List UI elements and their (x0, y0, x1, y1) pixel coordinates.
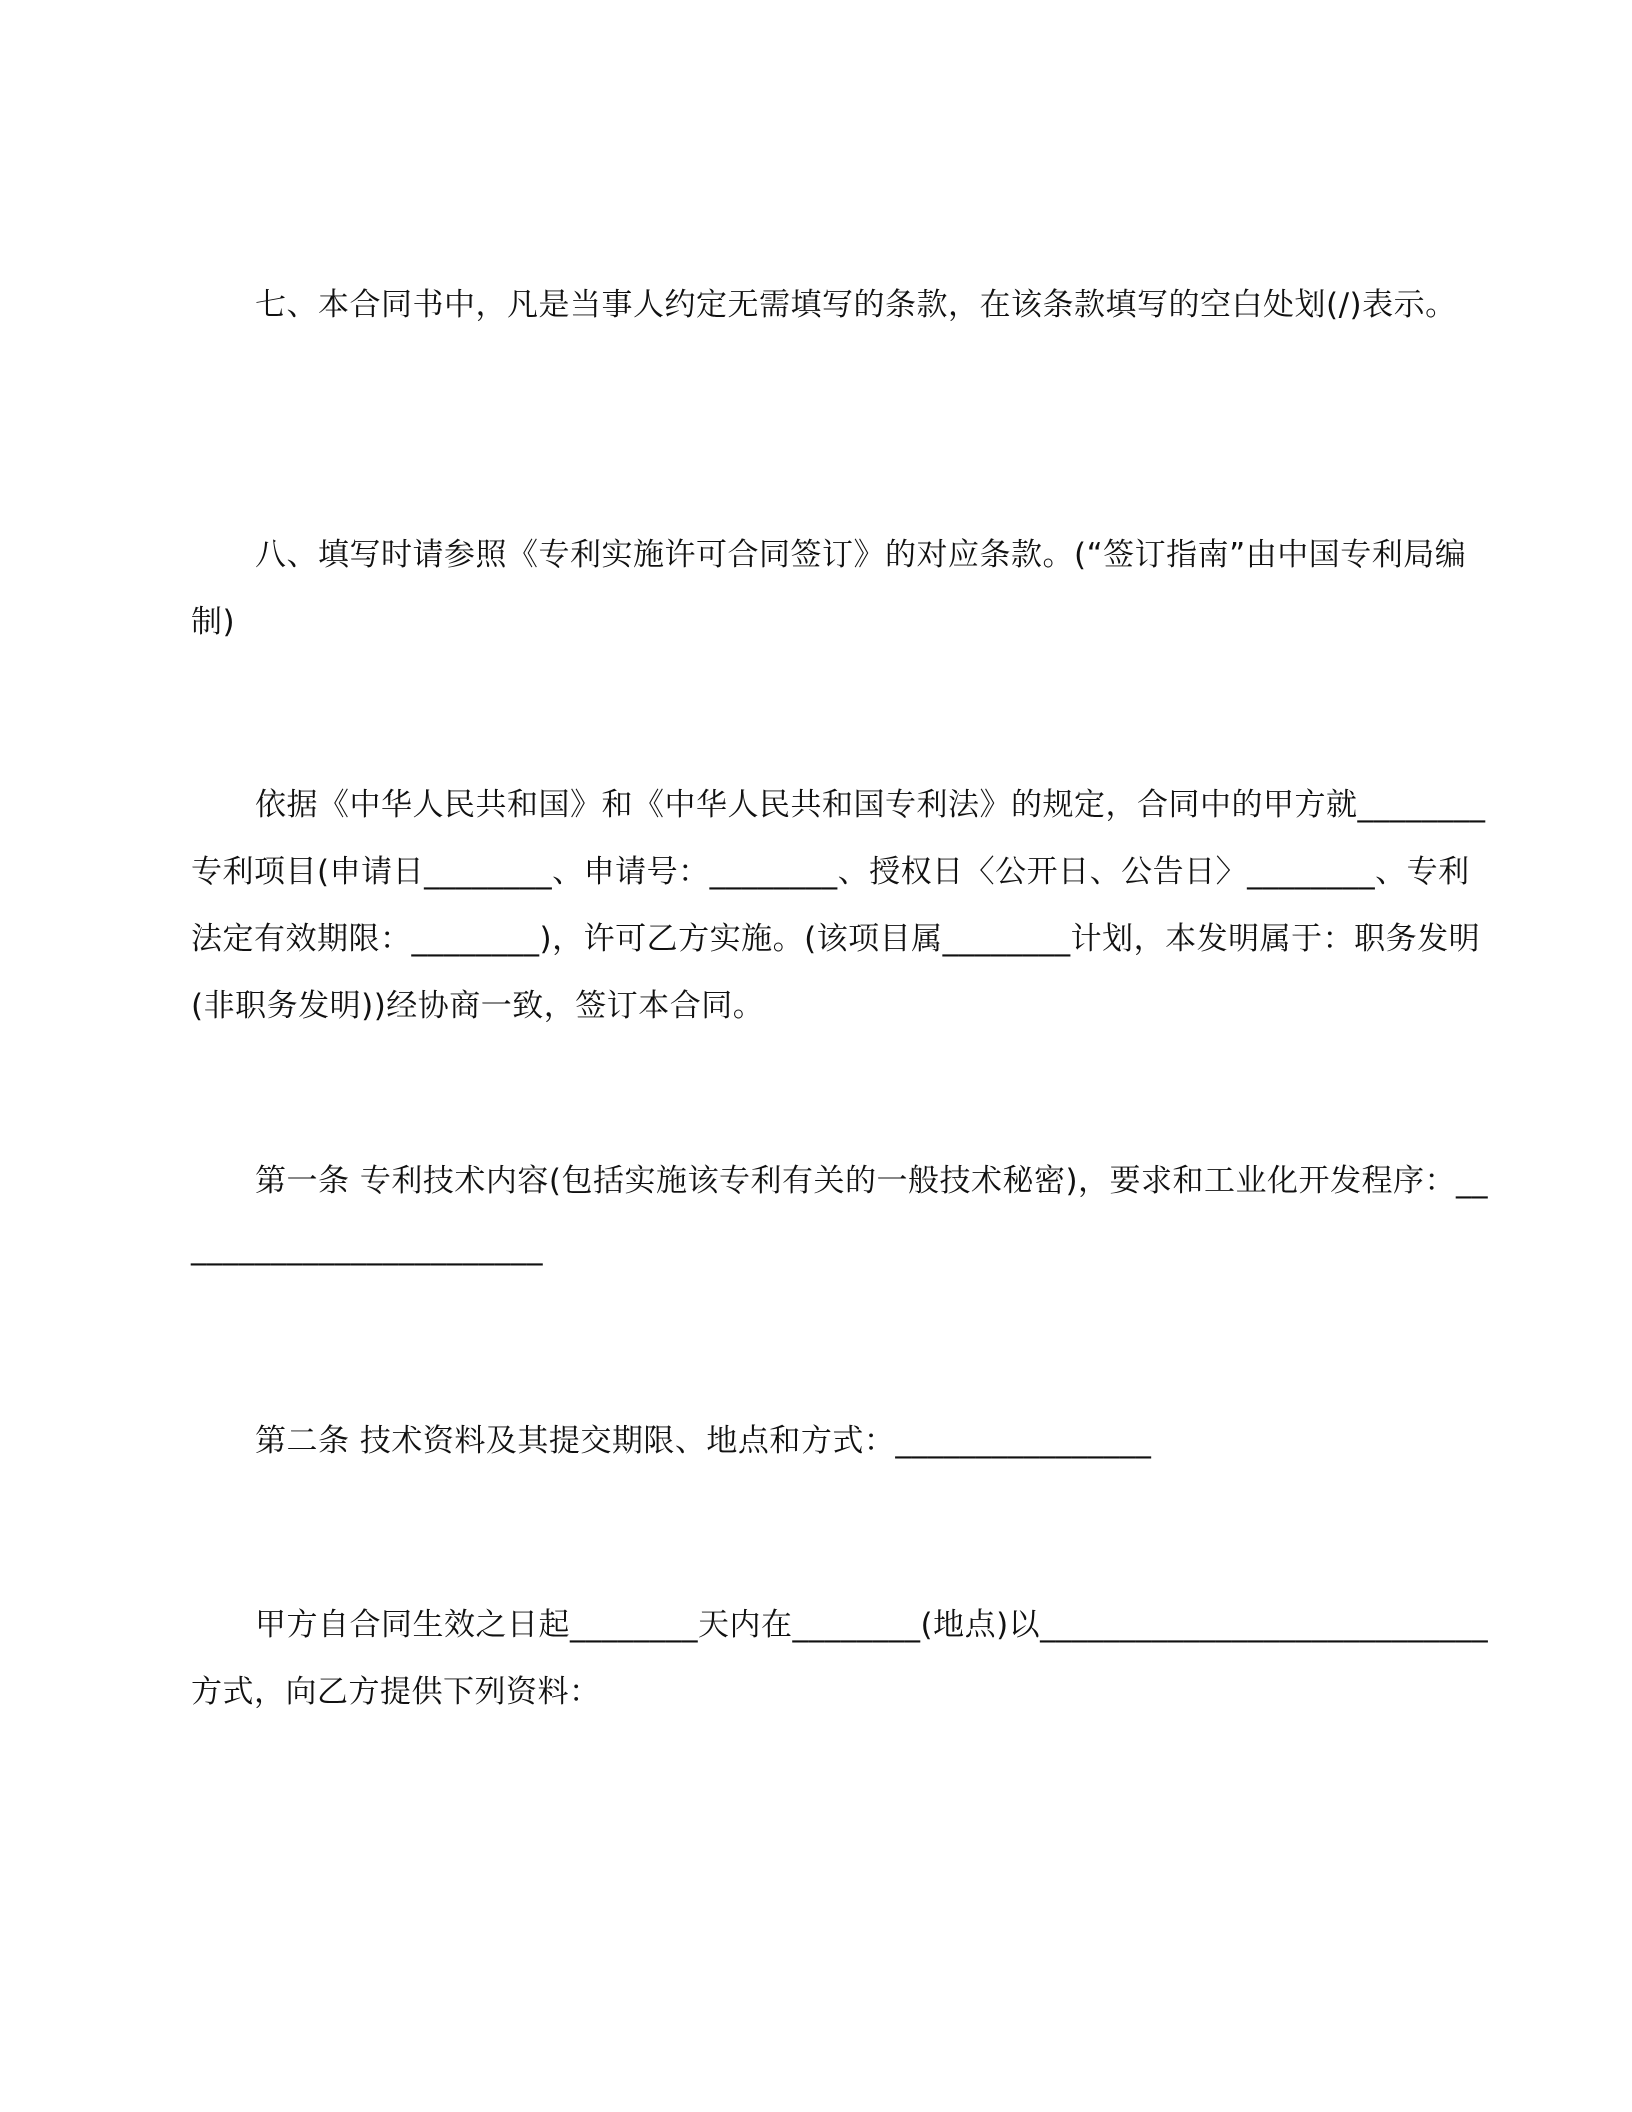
article-2-detail-paragraph: 甲方自合同生效之日起________天内在________(地点)以____________________________方式，向乙方提供下列资料： (191, 1607, 1489, 1710)
article-1-paragraph: 第一条 专利技术内容(包括实施该专利有关的一般技术秘密)，要求和工业化开发程序：________________________ (191, 1163, 1489, 1266)
clause-8-paragraph: 八、填写时请参照《专利实施许可合同签订》的对应条款。(“签订指南”由中国专利局编制) (191, 537, 1467, 640)
preamble-paragraph: 依据《中华人民共和国》和《中华人民共和国专利法》的规定，合同中的甲方就________专利项目(申请日________、申请号：________、授权日〈公开日、公告日〉________、专利法定有效期限：________)，许可乙方实施。(该项目属________计划，本发明属于：职务发明(非职务发明))经协商一致，签订本合同。 (191, 787, 1486, 1024)
clause-7-paragraph: 七、本合同书中，凡是当事人约定无需填写的条款，在该条款填写的空白处划(/)表示。 (255, 287, 1457, 323)
article-2-paragraph: 第二条 技术资料及其提交期限、地点和方式：________________ (255, 1423, 1152, 1459)
